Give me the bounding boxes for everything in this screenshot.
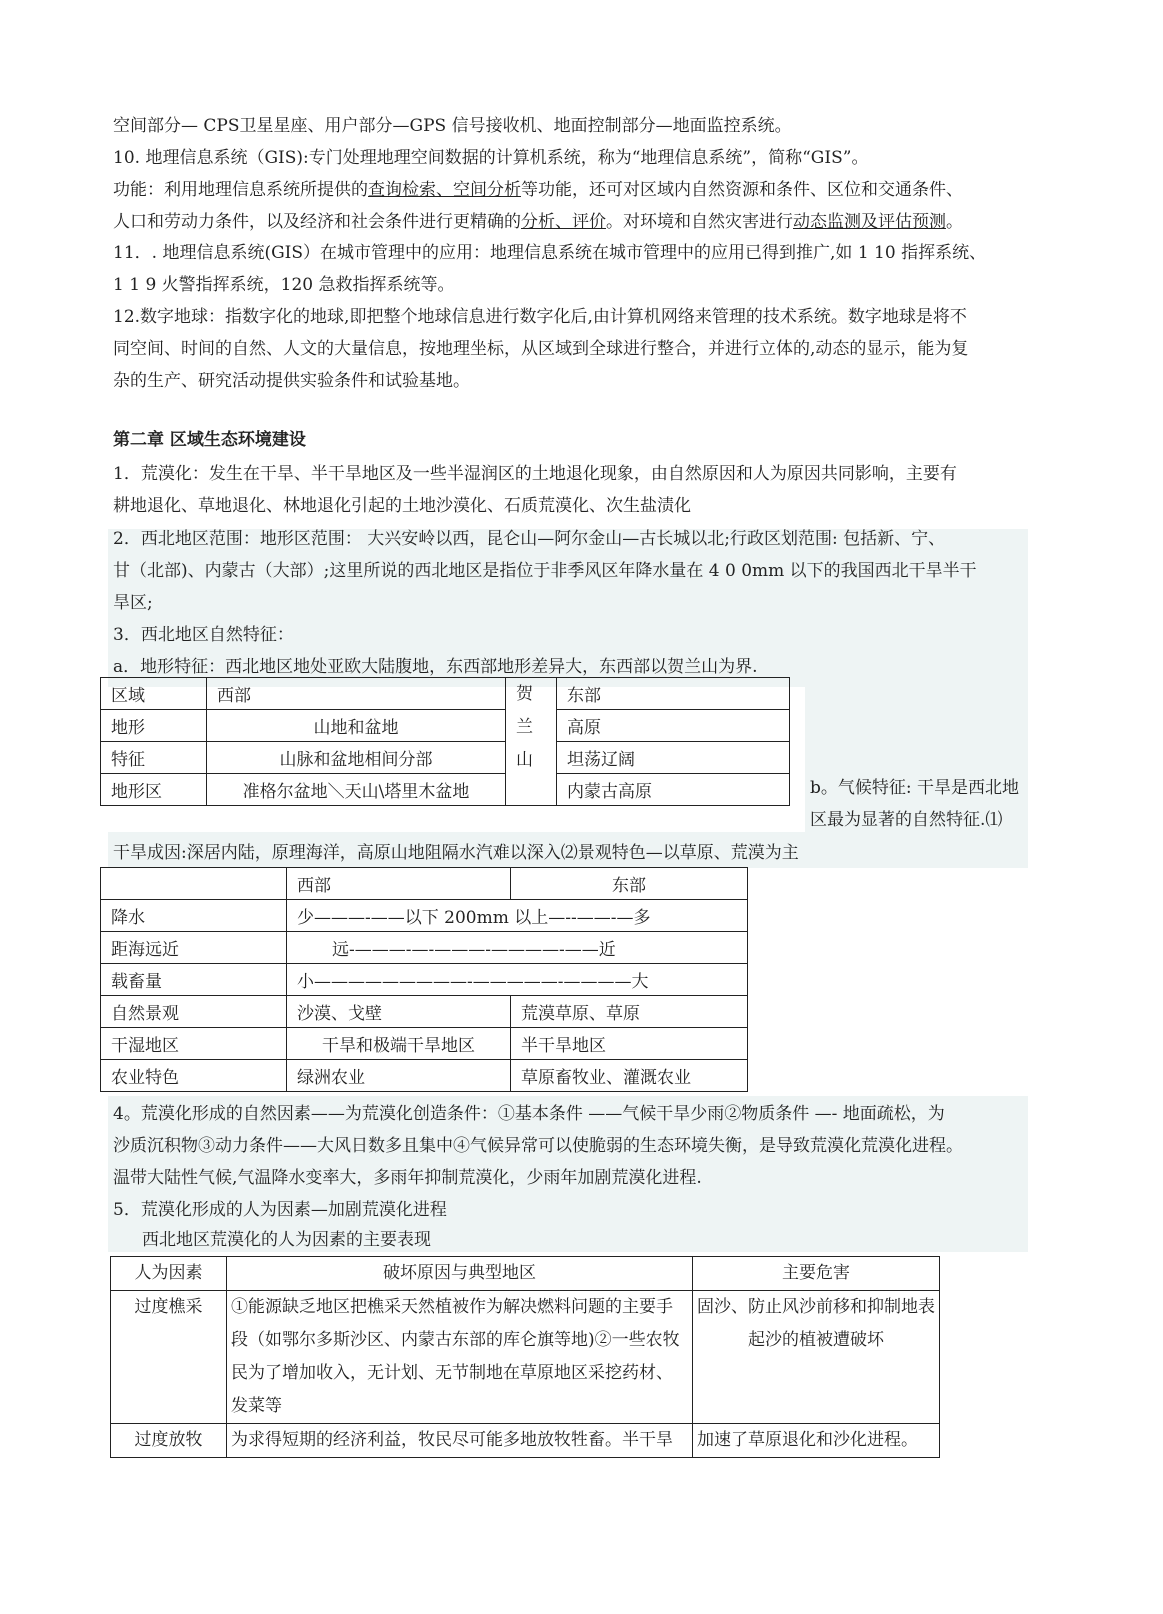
paragraph-line: 同空间、时间的自然、人文的大量信息，按地理坐标，从区域到全球进行整合，并进行立体的,动态的显示，能为复 bbox=[113, 339, 969, 359]
table-row bbox=[111, 1257, 940, 1291]
paragraph-line: 耕地退化、草地退化、林地退化引起的土地沙漠化、石质荒漠化、次生盐渍化 bbox=[113, 496, 691, 516]
paragraph-line: 10. 地理信息系统（GIS):专门处理地理空间数据的计算机系统，称为“地理信息系统”，简称“GIS”。 bbox=[113, 148, 869, 168]
table-cell: 距海远近 bbox=[101, 932, 287, 964]
table-cell: 特征 bbox=[101, 742, 207, 774]
table-cell: 固沙、防止风沙前移和抑制地表起沙的植被遭破坏 bbox=[693, 1291, 940, 1424]
table-cell: 沙漠、戈壁 bbox=[287, 996, 511, 1028]
underlined-term: 分析、评价 bbox=[521, 212, 606, 232]
paragraph-line: 4。荒漠化形成的自然因素——为荒漠化创造条件：①基本条件 ——气候干旱少雨②物质条件 —- 地面疏松，为 bbox=[113, 1104, 945, 1124]
helan-mountain-cell: 贺兰山 bbox=[506, 678, 557, 806]
table-row bbox=[101, 742, 790, 774]
paragraph-line: 1．荒漠化：发生在干旱、半干旱地区及一些半湿润区的土地退化现象，由自然原因和人为原因共同影响，主要有 bbox=[113, 464, 957, 484]
table-cell: ①能源缺乏地区把樵采天然植被作为解决燃料问题的主要手段（如鄂尔多斯沙区、内蒙古东部的库仑旗等地)②一些农牧民为了增加收入，无计划、无节制地在草原地区采挖药材、发菜等 bbox=[227, 1291, 693, 1424]
table-cell: 荒漠草原、草原 bbox=[511, 996, 748, 1028]
human-factors-table bbox=[110, 1256, 940, 1458]
underlined-term: 查询检索、空间分析 bbox=[368, 180, 521, 200]
text-span: 人口和劳动力条件，以及经济和社会条件进行更精确的 bbox=[113, 212, 521, 232]
table-cell: 破坏原因与典型地区 bbox=[227, 1257, 693, 1291]
paragraph-line: 11．. 地理信息系统(GIS）在城市管理中的应用：地理信息系统在城市管理中的应用已得到推广,如 1 10 指挥系统、 bbox=[113, 243, 987, 263]
table-cell: 山地和盆地 bbox=[207, 710, 506, 742]
paragraph-line: 沙质沉积物③动力条件——大风日数多且集中④气候异常可以使脆弱的生态环境失衡，是导致荒漠化荒漠化进程。 bbox=[113, 1136, 963, 1156]
paragraph-line: 干旱成因:深居内陆，原理海洋，高原山地阻隔水汽难以深入⑵景观特色—以草原、荒漠为主 bbox=[113, 843, 799, 863]
paragraph-line: 3．西北地区自然特征： bbox=[113, 625, 294, 645]
table-cell: 干湿地区 bbox=[101, 1028, 287, 1060]
terrain-table bbox=[100, 677, 790, 806]
table-cell: 主要危害 bbox=[693, 1257, 940, 1291]
paragraph-line: 空间部分— CPS卫星星座、用户部分—GPS 信号接收机、地面控制部分—地面监控系统。 bbox=[113, 116, 792, 136]
table-row bbox=[101, 774, 790, 806]
table-cell: 少———-——以下 200mm 以上—--——-—多 bbox=[287, 900, 748, 932]
table-cell: 地形区 bbox=[101, 774, 207, 806]
table-cell: 降水 bbox=[101, 900, 287, 932]
table-row bbox=[101, 932, 748, 964]
table-cell: 东部 bbox=[511, 868, 748, 900]
table-cell: 过度放牧 bbox=[111, 1424, 227, 1458]
table-cell: 坦荡辽阔 bbox=[557, 742, 790, 774]
table-cell: 远-———-—-———-————-——近 bbox=[287, 932, 748, 964]
table-cell: 西部 bbox=[207, 678, 506, 710]
paragraph-line bbox=[113, 212, 963, 232]
paragraph-line: 温带大陆性气候,气温降水变率大，多雨年抑制荒漠化，少雨年加剧荒漠化进程. bbox=[113, 1168, 702, 1188]
table-row bbox=[111, 1291, 940, 1424]
paragraph-line: 西北地区荒漠化的人为因素的主要表现 bbox=[142, 1230, 431, 1250]
table-cell: 自然景观 bbox=[101, 996, 287, 1028]
paragraph-line: a．地形特征：西北地区地处亚欧大陆腹地，东西部地形差异大，东西部以贺兰山为界. bbox=[113, 657, 758, 677]
table-row bbox=[111, 1424, 940, 1458]
table-row bbox=[101, 964, 748, 996]
paragraph-line: 1 1 9 火警指挥系统，120 急救指挥系统等。 bbox=[113, 275, 455, 295]
table-cell: 西部 bbox=[287, 868, 511, 900]
table-cell: 小—————————-—————-————大 bbox=[287, 964, 748, 996]
table-cell: 载畜量 bbox=[101, 964, 287, 996]
table-row bbox=[101, 996, 748, 1028]
table-cell: 准格尔盆地＼天山\塔里木盆地 bbox=[207, 774, 506, 806]
table-cell: 区域 bbox=[101, 678, 207, 710]
paragraph-line: b。气候特征: 干旱是西北地 bbox=[810, 778, 1020, 798]
text-span: 。对环境和自然灾害进行 bbox=[606, 212, 793, 232]
paragraph-line: 12.数字地球：指数字化的地球,即把整个地球信息进行数字化后,由计算机网络来管理的技术系统。数字地球是将不 bbox=[113, 307, 967, 327]
table-cell: 过度樵采 bbox=[111, 1291, 227, 1424]
chapter-heading: 第二章 区域生态环境建设 bbox=[113, 430, 306, 450]
paragraph-line: 区最为显著的自然特征.⑴ bbox=[810, 810, 1003, 830]
paragraph-line: 杂的生产、研究活动提供实验条件和试验基地。 bbox=[113, 371, 470, 391]
table-row bbox=[101, 710, 790, 742]
text-span: 。 bbox=[946, 212, 963, 232]
table-cell: 草原畜牧业、灌溉农业 bbox=[511, 1060, 748, 1092]
paragraph-line: 5．荒漠化形成的人为因素—加剧荒漠化进程 bbox=[113, 1200, 447, 1220]
table-cell: 山脉和盆地相间分部 bbox=[207, 742, 506, 774]
table-cell: 农业特色 bbox=[101, 1060, 287, 1092]
table-row bbox=[101, 1060, 748, 1092]
table-cell: 高原 bbox=[557, 710, 790, 742]
table-cell: 地形 bbox=[101, 710, 207, 742]
table-cell: 半干旱地区 bbox=[511, 1028, 748, 1060]
paragraph-line: 旱区; bbox=[113, 593, 153, 613]
table-cell: 干旱和极端干旱地区 bbox=[287, 1028, 511, 1060]
table-cell: 绿洲农业 bbox=[287, 1060, 511, 1092]
paragraph-line: 甘（北部)、内蒙古（大部）;这里所说的西北地区是指位于非季风区年降水量在 4 0 0mm 以下的我国西北干旱半干 bbox=[113, 561, 977, 581]
table-cell bbox=[101, 868, 287, 900]
text-span: 功能：利用地理信息系统所提供的 bbox=[113, 180, 368, 200]
table-cell: 人为因素 bbox=[111, 1257, 227, 1291]
table-cell: 为求得短期的经济利益，牧民尽可能多地放牧牲畜。半干旱 bbox=[227, 1424, 693, 1458]
table-cell: 内蒙古高原 bbox=[557, 774, 790, 806]
text-span: 等功能，还可对区域内自然资源和条件、区位和交通条件、 bbox=[521, 180, 963, 200]
paragraph-line bbox=[113, 180, 963, 200]
underlined-term: 动态监测及评估预测 bbox=[793, 212, 946, 232]
table-cell: 东部 bbox=[557, 678, 790, 710]
table-row bbox=[101, 1028, 748, 1060]
table-cell: 加速了草原退化和沙化进程。 bbox=[693, 1424, 940, 1458]
paragraph-line: 2．西北地区范围：地形区范围： 大兴安岭以西，昆仑山—阿尔金山—古长城以北;行政区划范围: 包括新、宁、 bbox=[113, 529, 946, 549]
table-row bbox=[101, 678, 790, 710]
climate-table bbox=[100, 867, 748, 1092]
table-row bbox=[101, 900, 748, 932]
table-row bbox=[101, 868, 748, 900]
